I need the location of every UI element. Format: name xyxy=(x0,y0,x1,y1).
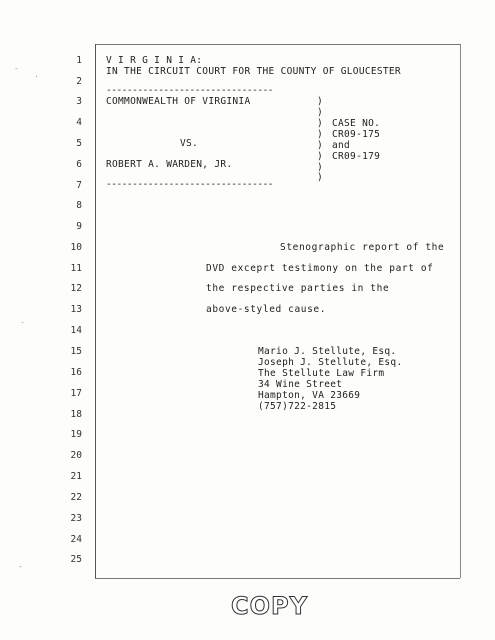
caption-paren: ) xyxy=(317,129,323,140)
scan-speck: · xyxy=(34,72,39,81)
line-number: 18 xyxy=(70,409,82,420)
caption-paren: ) xyxy=(317,162,323,173)
caption-paren: ) xyxy=(317,151,323,162)
scan-speck: ‐ xyxy=(14,64,19,73)
caption-paren: ) xyxy=(317,172,323,183)
case-number-and: and xyxy=(332,140,351,151)
line-number: 24 xyxy=(70,534,82,545)
line-number: 17 xyxy=(70,388,82,399)
caption-paren: ) xyxy=(317,107,323,118)
line-number: 16 xyxy=(70,367,82,378)
state-heading: V I R G I N I A: xyxy=(106,55,203,66)
versus-label: VS. xyxy=(180,138,199,149)
line-number: 11 xyxy=(70,263,82,274)
line-number: 4 xyxy=(76,117,82,128)
line-number: 7 xyxy=(76,180,82,191)
copy-stamp: COPY xyxy=(231,592,308,620)
caption-divider-bottom: -------------------------------- xyxy=(106,179,274,190)
counsel-street: 34 Wine Street xyxy=(258,379,343,390)
case-number-1: CR09-175 xyxy=(332,129,381,140)
line-number: 13 xyxy=(70,304,82,315)
report-line-13: above-styled cause. xyxy=(206,304,327,315)
left-margin-rule xyxy=(95,44,96,578)
counsel-firm: The Stellute Law Firm xyxy=(258,368,385,379)
counsel-phone: (757)722-2815 xyxy=(258,401,337,412)
court-heading: IN THE CIRCUIT COURT FOR THE COUNTY OF GLOUCESTER xyxy=(106,66,401,77)
line-number: 1 xyxy=(76,55,82,66)
line-number: 19 xyxy=(70,429,82,440)
line-number: 3 xyxy=(76,96,82,107)
report-line-10: Stenographic report of the xyxy=(280,242,445,253)
line-number: 22 xyxy=(70,492,82,503)
counsel-attorney-2: Joseph J. Stellute, Esq. xyxy=(258,357,403,368)
report-line-11: DVD exceprt testimony on the part of xyxy=(206,263,434,274)
line-number: 15 xyxy=(70,346,82,357)
counsel-attorney-1: Mario J. Stellute, Esq. xyxy=(258,346,397,357)
line-number: 10 xyxy=(70,242,82,253)
line-number: 14 xyxy=(70,325,82,336)
line-number: 2 xyxy=(76,76,82,87)
caption-paren: ) xyxy=(317,140,323,151)
plaintiff-name: COMMONWEALTH OF VIRGINIA xyxy=(106,96,251,107)
scan-speck: ‐ xyxy=(20,318,25,327)
line-number: 25 xyxy=(70,554,82,565)
scan-speck: ‐ xyxy=(18,562,23,571)
counsel-city: Hampton, VA 23669 xyxy=(258,390,361,401)
line-number: 9 xyxy=(76,221,82,232)
page-frame-top xyxy=(95,44,460,45)
case-number-label: CASE NO. xyxy=(332,118,381,129)
line-number: 21 xyxy=(70,471,82,482)
line-number: 23 xyxy=(70,513,82,524)
line-number: 20 xyxy=(70,450,82,461)
report-line-12: the respective parties in the xyxy=(206,283,390,294)
right-margin-rule xyxy=(460,44,461,578)
caption-divider-top: -------------------------------- xyxy=(106,85,274,96)
line-number: 5 xyxy=(76,138,82,149)
defendant-name: ROBERT A. WARDEN, JR. xyxy=(106,159,233,170)
caption-paren: ) xyxy=(317,96,323,107)
line-number: 8 xyxy=(76,200,82,211)
caption-paren: ) xyxy=(317,118,323,129)
case-number-2: CR09-179 xyxy=(332,151,381,162)
line-number: 6 xyxy=(76,159,82,170)
line-number: 12 xyxy=(70,283,82,294)
page-frame-bottom xyxy=(95,578,460,579)
